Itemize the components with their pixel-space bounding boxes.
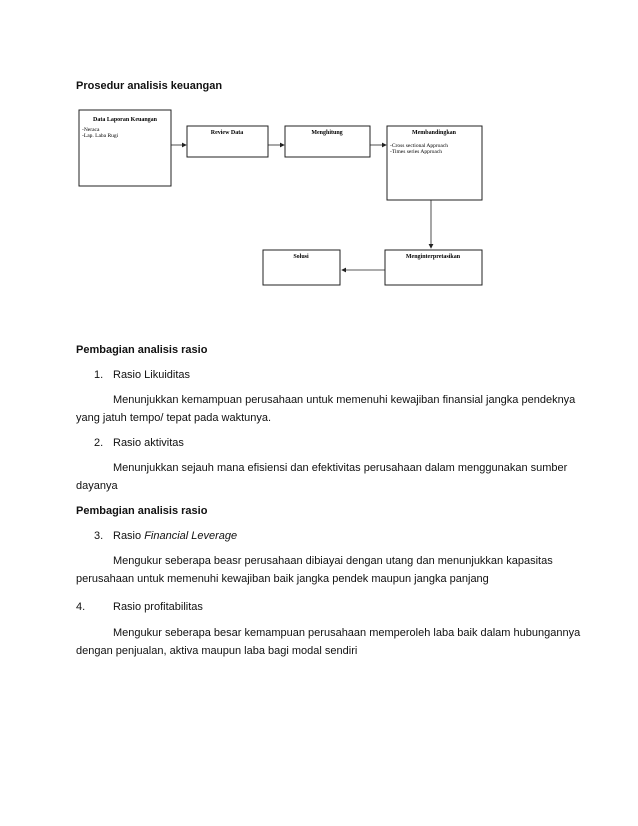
- box-membandingkan-line-2: -Times series Approach: [390, 149, 443, 155]
- box-membandingkan: [387, 126, 482, 200]
- item-3-title-prefix: Rasio: [113, 530, 145, 542]
- item-2-number: 2.: [94, 437, 104, 449]
- box-menginterpretasikan-title: Menginterpretasikan: [405, 254, 461, 260]
- box-data-laporan-title: Data Laporan Keuangan: [92, 117, 158, 123]
- box-review-data-title: Review Data: [210, 130, 244, 136]
- item-3-title-emphasis: Financial Leverage: [144, 530, 238, 542]
- box-menghitung-title: Menghitung: [311, 130, 343, 136]
- item-3-desc-line-1: Mengukur seberapa beasr perusahaan dibiayai dengan utang dan menunjukkan kapasitas: [113, 555, 553, 567]
- box-data-laporan-line-1: -Neraca: [82, 127, 100, 133]
- item-1-title: Rasio Likuiditas: [113, 369, 191, 381]
- section-heading-pembagian-1: Pembagian analisis rasio: [76, 344, 208, 356]
- item-4-desc-line-2: dengan penjualan, aktiva maupun laba bagi modal sendiri: [76, 645, 358, 657]
- item-3-title: [113, 530, 237, 542]
- box-solusi-title: Solusi: [293, 254, 309, 260]
- box-data-laporan-line-2: -Lap. Laba Rugi: [82, 133, 119, 139]
- box-membandingkan-title: Membandingkan: [411, 130, 457, 136]
- item-3-desc-line-2: perusahaan untuk memenuhi kewajiban baik jangka pendek maupun jangka panjang: [76, 573, 489, 585]
- item-2-desc-line-1: Menunjukkan sejauh mana efisiensi dan efektivitas perusahaan dalam menggunakan sumber: [113, 462, 568, 474]
- item-1-number: 1.: [94, 369, 104, 381]
- box-membandingkan-line-1: -Cross sectional Approach: [390, 143, 449, 149]
- item-1-desc-line-2: yang jatuh tempo/ tepat pada waktunya.: [76, 412, 272, 424]
- item-4-number: 4.: [76, 601, 86, 613]
- section-heading-prosedur: Prosedur analisis keuangan: [76, 80, 223, 92]
- item-1-desc-line-1: Menunjukkan kemampuan perusahaan untuk memenuhi kewajiban finansial jangka pendeknya: [113, 394, 576, 406]
- item-2-desc-line-2: dayanya: [76, 480, 118, 492]
- item-3-number: 3.: [94, 530, 104, 542]
- item-4-title: Rasio profitabilitas: [113, 601, 203, 613]
- item-2-title: Rasio aktivitas: [113, 437, 184, 449]
- section-heading-pembagian-2: Pembagian analisis rasio: [76, 505, 208, 517]
- item-4-desc-line-1: Mengukur seberapa besar kemampuan perusahaan memperoleh laba baik dalam hubungannya: [113, 627, 581, 639]
